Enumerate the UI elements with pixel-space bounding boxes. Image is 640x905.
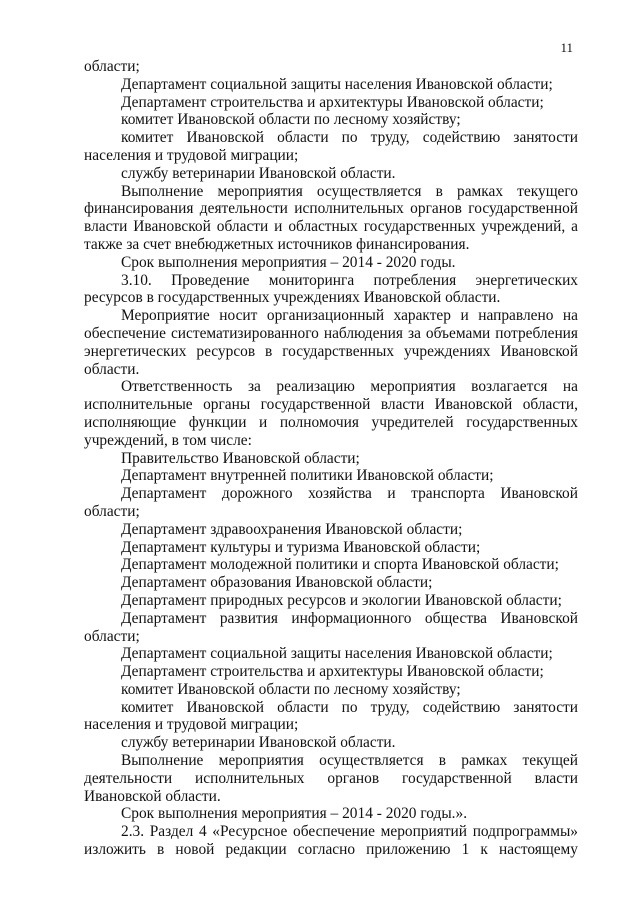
page-number: 11 bbox=[560, 40, 573, 55]
paragraph: Департамент здравоохранения Ивановской области; bbox=[121, 520, 463, 538]
paragraph: Департамент развития информационного общества Ивановской области; bbox=[84, 609, 578, 645]
paragraph: Ответственность за реализацию мероприятия возлагается на исполнительные органы государственной власти Ивановской области, исполняющие функции и полномочия учредителей государственных учреждений, в том числе: bbox=[84, 378, 578, 449]
document-body bbox=[84, 58, 578, 859]
paragraph: комитет Ивановской области по труду, содействию занятости населения и трудовой миграции; bbox=[84, 129, 578, 164]
paragraph: Департамент образования Ивановской области; bbox=[121, 574, 433, 592]
paragraph: Выполнение мероприятия осуществляется в рамках текущего финансирования деятельности исполнительных органов государственной власти Ивановской области и областных государственных учреждений, а также за счет внебюджетных источников финансирования. bbox=[84, 182, 578, 253]
paragraph: Департамент молодежной политики и спорта Ивановской области; bbox=[121, 556, 559, 574]
paragraph: службу ветеринарии Ивановской области. bbox=[121, 734, 396, 752]
paragraph: Департамент природных ресурсов и экологии Ивановской области; bbox=[121, 591, 562, 609]
paragraph: службу ветеринарии Ивановской области. bbox=[121, 164, 396, 182]
paragraph: 2.3. Раздел 4 «Ресурсное обеспечение мероприятий подпрограммы» изложить в новой редакции согласно приложению 1 к настоящему bbox=[84, 823, 578, 859]
paragraph: комитет Ивановской области по труду, содействию занятости населения и трудовой миграции; bbox=[84, 698, 578, 734]
paragraph: Департамент внутренней политики Ивановской области; bbox=[121, 467, 494, 485]
paragraph: комитет Ивановской области по лесному хозяйству; bbox=[121, 680, 461, 698]
paragraph: Департамент социальной защиты населения Ивановской области; bbox=[121, 645, 553, 663]
paragraph: Департамент культуры и туризма Ивановской области; bbox=[121, 538, 481, 556]
paragraph: Департамент дорожного хозяйства и транспорта Ивановской области; bbox=[84, 485, 578, 520]
paragraph: Департамент строительства и архитектуры Ивановской области; bbox=[121, 663, 544, 681]
paragraph: области; bbox=[84, 58, 140, 75]
paragraph: Выполнение мероприятия осуществляется в рамках текущей деятельности исполнительных органов государственной власти Ивановской области. bbox=[84, 752, 578, 805]
paragraph: 3.10. Проведение мониторинга потребления энергетических ресурсов в государственных учреждениях Ивановской области. bbox=[84, 271, 578, 307]
paragraph: Правительство Ивановской области; bbox=[121, 449, 360, 467]
paragraph: Срок выполнения мероприятия – 2014 - 2020 годы. bbox=[121, 253, 456, 271]
paragraph: Срок выполнения мероприятия – 2014 - 2020 годы.». bbox=[121, 805, 468, 823]
paragraph: Департамент строительства и архитектуры Ивановской области; bbox=[121, 93, 544, 111]
paragraph: комитет Ивановской области по лесному хозяйству; bbox=[121, 111, 461, 129]
paragraph: Департамент социальной защиты населения Ивановской области; bbox=[121, 75, 553, 93]
paragraph: Мероприятие носит организационный характер и направлено на обеспечение систематизированного наблюдения за объемами потребления энергетических ресурсов в государственных учреждениях Ивановской области. bbox=[84, 307, 578, 378]
